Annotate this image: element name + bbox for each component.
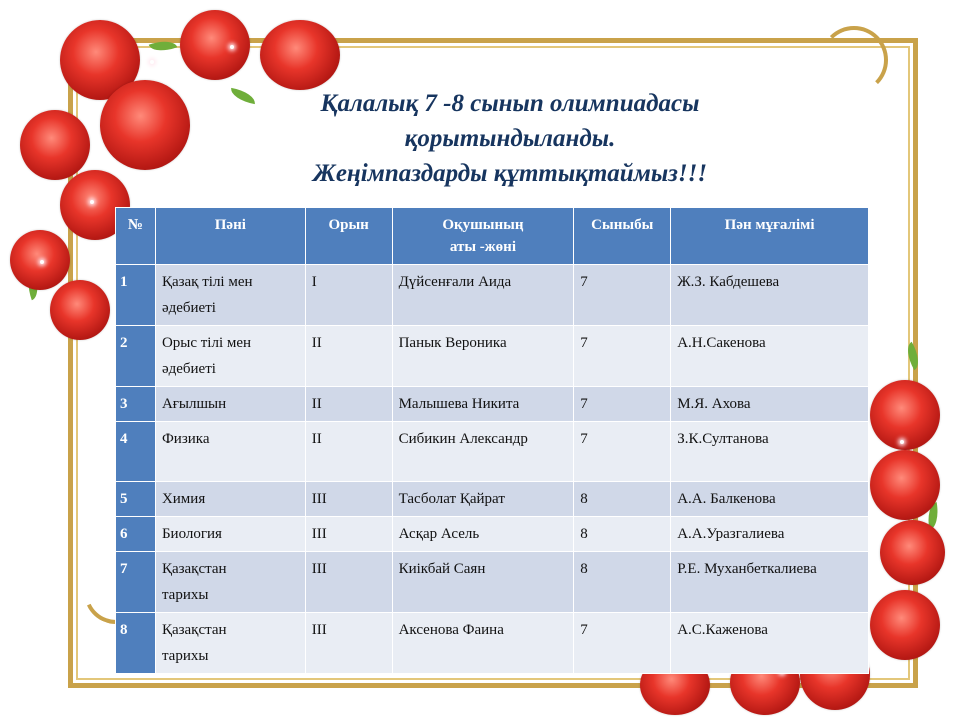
page-title [250, 86, 770, 191]
cell-teacher: А.Н.Сакенова [671, 326, 869, 387]
cell-grade: 7 [574, 387, 671, 422]
cell-subject-line-1: Физика [161, 431, 210, 447]
cell-subject [155, 613, 305, 674]
cell-place: III [305, 482, 392, 517]
cell-number: 5 [116, 482, 156, 517]
cell-subject [155, 387, 305, 422]
header-grade: Сыныбы [574, 208, 671, 265]
cell-subject [155, 326, 305, 387]
cell-student: Панык Вероника [392, 326, 574, 387]
header-subject: Пәні [155, 208, 305, 265]
cell-subject-line-1: Қазақстан [161, 622, 227, 638]
cell-student: Малышева Никита [392, 387, 574, 422]
cell-grade: 8 [574, 552, 671, 613]
table-row [116, 613, 869, 674]
cell-place: III [305, 552, 392, 613]
cell-grade: 7 [574, 422, 671, 482]
cell-subject-line-2: әдебиеті [161, 361, 216, 377]
table-row [116, 387, 869, 422]
cell-grade: 8 [574, 482, 671, 517]
cell-teacher: А.А.Уразгалиева [671, 517, 869, 552]
cell-subject [155, 265, 305, 326]
header-student [392, 208, 574, 265]
cell-grade: 7 [574, 613, 671, 674]
table-row [116, 265, 869, 326]
cell-number: 7 [116, 552, 156, 613]
frame-flourish-icon [820, 26, 888, 94]
cell-student: Асқар Асель [392, 517, 574, 552]
title-line-3: Жеңімпаздарды құттықтаймыз!!! [312, 160, 708, 187]
header-place: Орын [305, 208, 392, 265]
cell-subject [155, 517, 305, 552]
cell-number: 3 [116, 387, 156, 422]
cell-student: Тасболат Қайрат [392, 482, 574, 517]
table-row [116, 517, 869, 552]
cell-subject [155, 552, 305, 613]
cell-place: II [305, 326, 392, 387]
cell-place: II [305, 387, 392, 422]
cell-grade: 7 [574, 326, 671, 387]
cell-place: II [305, 422, 392, 482]
cell-place: III [305, 517, 392, 552]
cell-number: 1 [116, 265, 156, 326]
cell-teacher: Р.Е. Муханбеткалиева [671, 552, 869, 613]
cell-number: 6 [116, 517, 156, 552]
table-header-row [116, 208, 869, 265]
header-student-line-2: аты -жөні [449, 239, 516, 255]
cell-subject-line-1: Қазақ тілі мен [161, 274, 253, 290]
header-number: № [116, 208, 156, 265]
cell-subject-line-2: тарихы [161, 648, 209, 664]
results-table [115, 207, 869, 674]
cell-grade: 8 [574, 517, 671, 552]
cell-student: Аксенова Фаина [392, 613, 574, 674]
cell-student: Сибикин Александр [392, 422, 574, 482]
cell-teacher: М.Я. Ахова [671, 387, 869, 422]
cell-subject-line-1: Химия [161, 491, 206, 507]
cell-subject-line-1: Қазақстан [161, 561, 227, 577]
cell-place: III [305, 613, 392, 674]
cell-number: 2 [116, 326, 156, 387]
cell-subject-line-1: Ағылшын [161, 396, 227, 412]
cell-teacher: А.А. Балкенова [671, 482, 869, 517]
title-line-2: қорытындыланды. [404, 125, 616, 152]
cell-place: I [305, 265, 392, 326]
cell-number: 8 [116, 613, 156, 674]
cell-subject-line-2: тарихы [161, 587, 209, 603]
table-row [116, 482, 869, 517]
table-row [116, 326, 869, 387]
cell-teacher: А.С.Каженова [671, 613, 869, 674]
cell-subject-line-1: Орыс тілі мен [161, 335, 252, 351]
cell-number: 4 [116, 422, 156, 482]
cell-subject [155, 422, 305, 482]
cell-student: Дүйсенғали Аида [392, 265, 574, 326]
cell-teacher: Ж.З. Кабдешева [671, 265, 869, 326]
header-teacher: Пән мұғалімі [671, 208, 869, 265]
cell-student: Киікбай Саян [392, 552, 574, 613]
cell-subject [155, 482, 305, 517]
cell-teacher: З.К.Султанова [671, 422, 869, 482]
table-row [116, 422, 869, 482]
table-row [116, 552, 869, 613]
header-student-line-1: Оқушының [442, 217, 524, 233]
cell-grade: 7 [574, 265, 671, 326]
title-line-1: Қалалық 7 -8 сынып олимпиадасы [320, 90, 700, 117]
cell-subject-line-2: әдебиеті [161, 300, 216, 316]
cell-subject-line-1: Биология [161, 526, 222, 542]
